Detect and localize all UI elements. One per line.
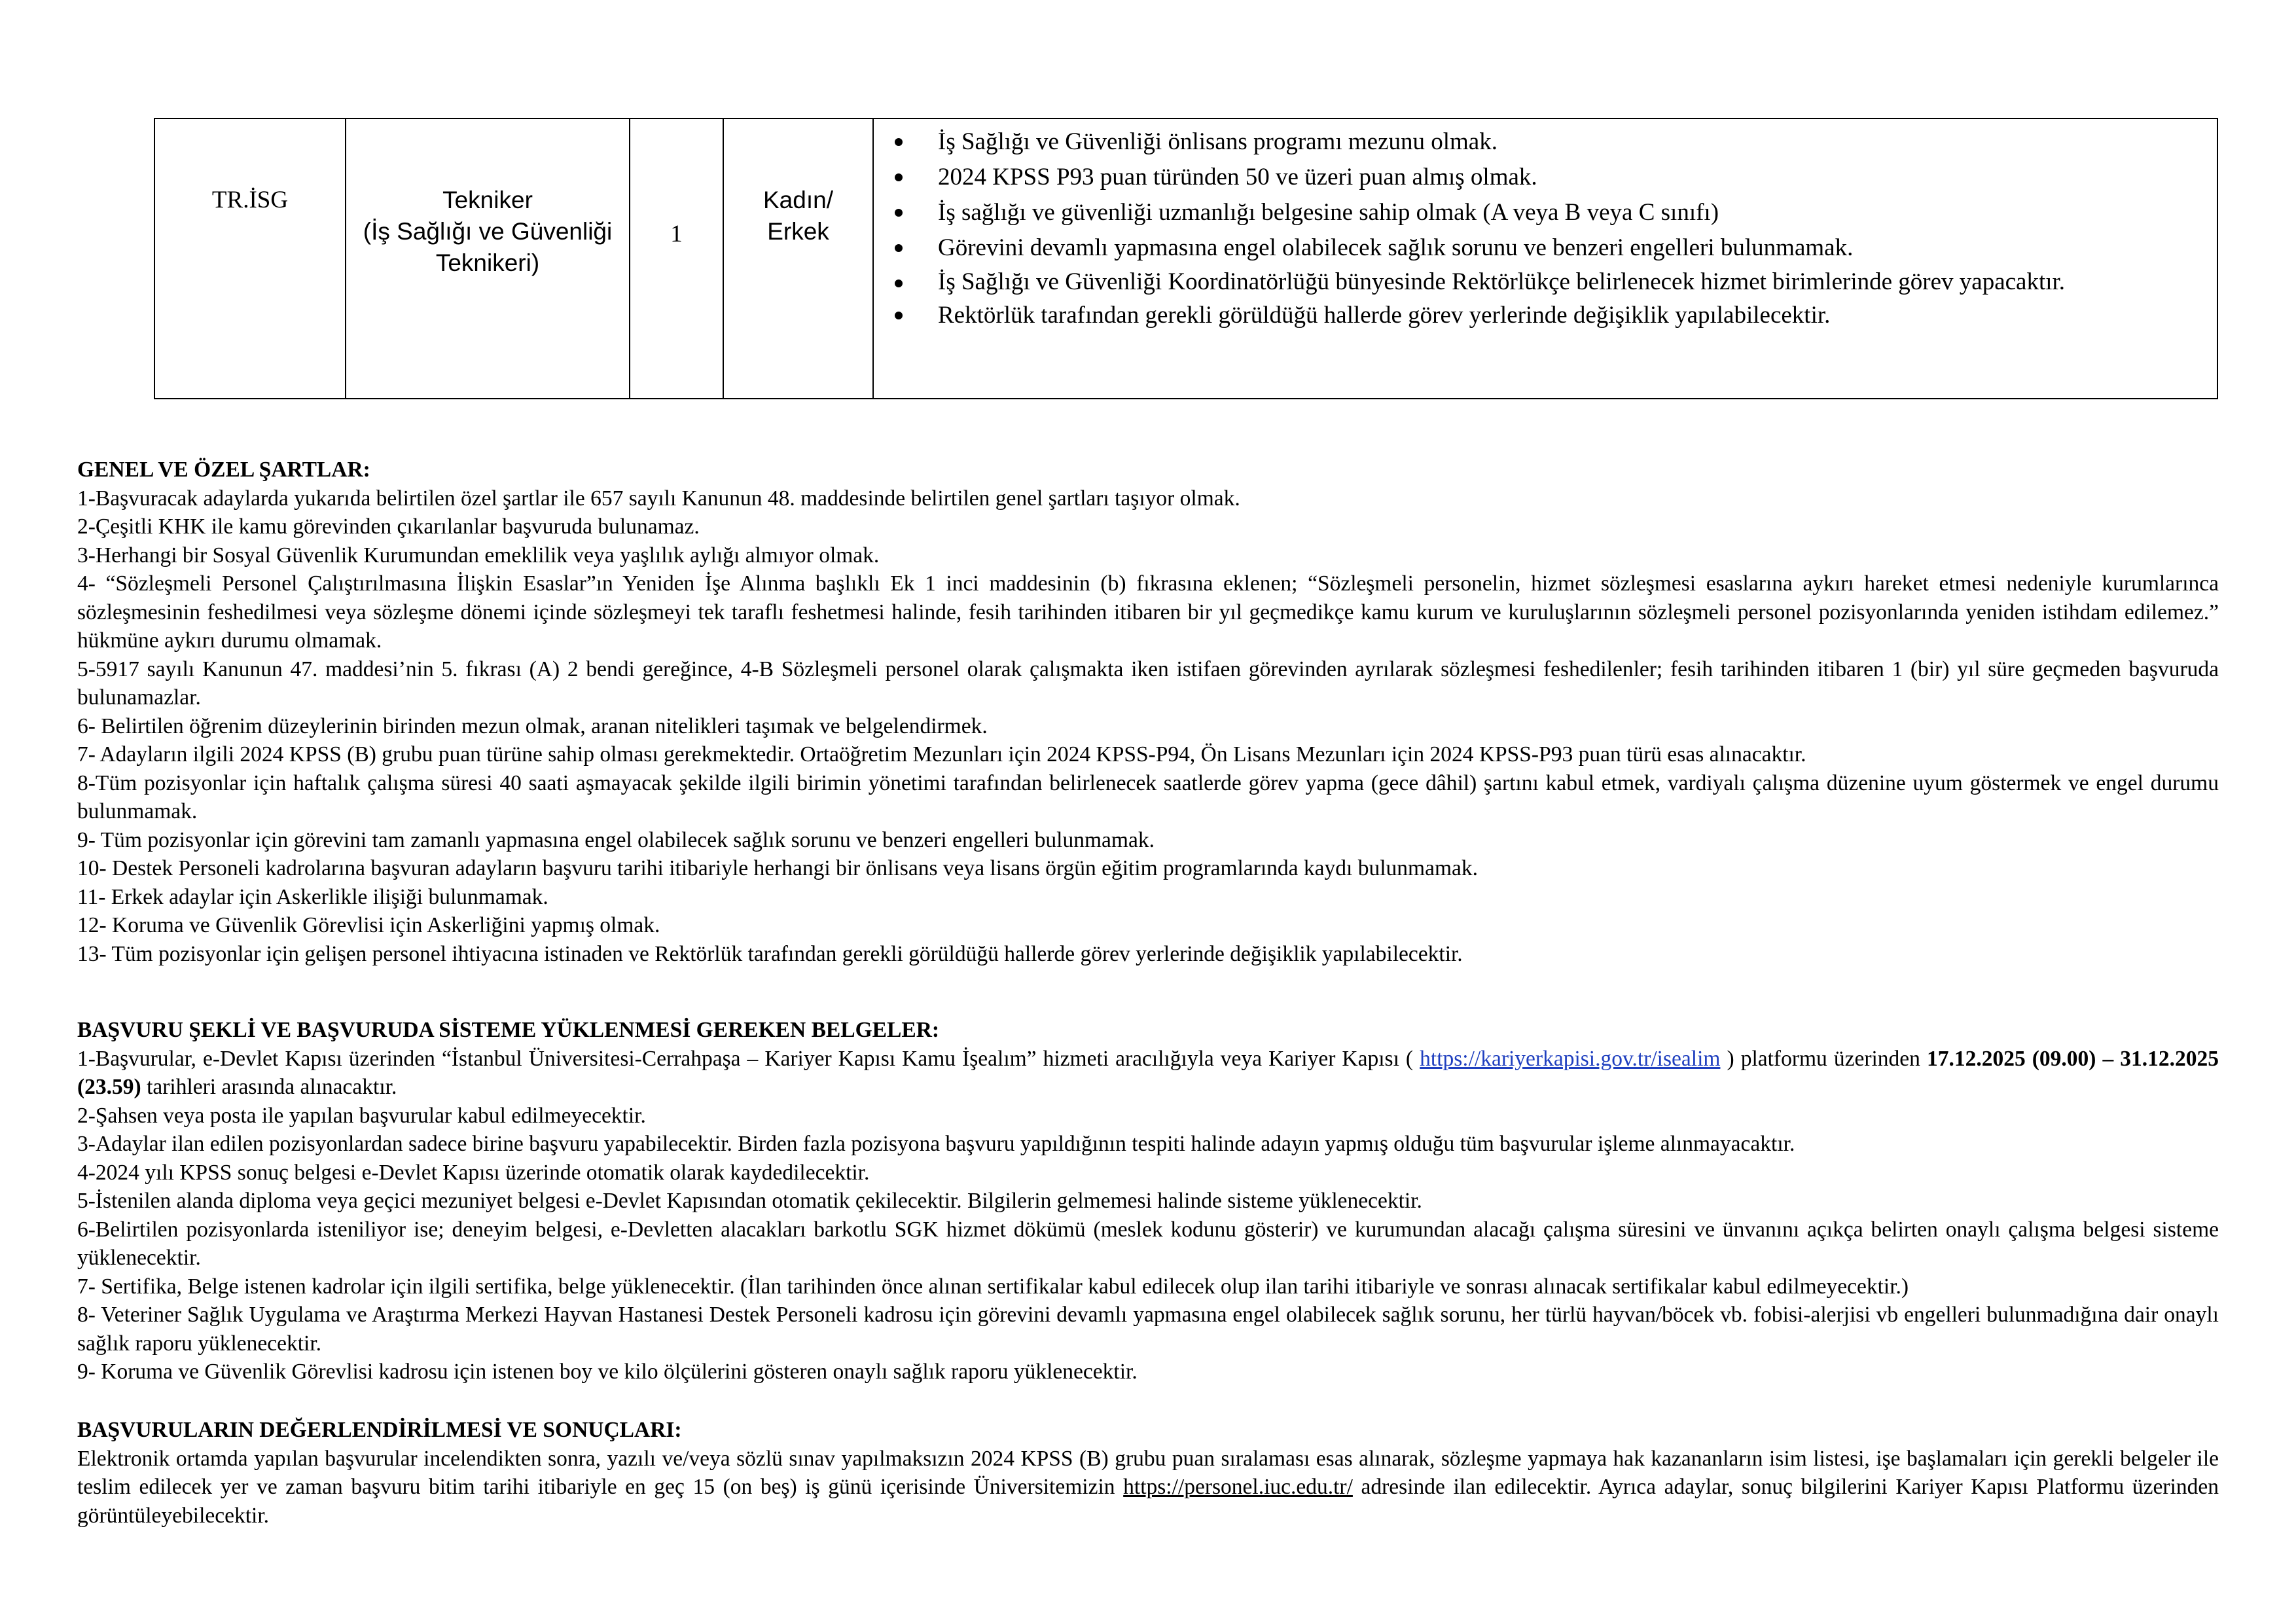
- general-conditions-heading: GENEL VE ÖZEL ŞARTLAR:: [77, 458, 370, 482]
- gender-line: Kadın/: [763, 187, 833, 213]
- condition-item: 2-Çeşitli KHK ile kamu görevinden çıkarılanlar başvuruda bulunamaz.: [77, 514, 700, 539]
- condition-item: 8-Tüm pozisyonlar için haftalık çalışma süresi 40 saati aşmayacak şekilde ilgili birimin yönetimi tarafından belirlenecek saatlerde görev yapma (gece dâhil) şartını kabul etmek, vardiyalı çalışma düzenine uyum göstermek ve engel durumu bulunmamak.: [77, 770, 2219, 823]
- application-item: 9- Koruma ve Güvenlik Görevlisi kadrosu için istenen boy ve kilo ölçülerini gösteren onaylı sağlık raporu yüklenecektir.: [77, 1360, 1138, 1384]
- condition-item: 4- “Sözleşmeli Personel Çalıştırılmasına İlişkin Esaslar”ın Yeniden İşe Alınma başlıklı Ek 1 inci maddesinin (b) fıkrasına eklenen; “Sözleşmeli personelin, hizmet sözleşmesi esaslarına aykırı hareket etmesi nedeniyle kurumlarınca sözleşmesinin feshedilmesi veya sözleşme dönemi içinde sözleşmeyi tek taraflı feshetmesi halinde, fesih tarihinden itibaren bir yıl geçmedikçe kamu kurum ve kuruluşlarının sözleşmeli personel pozisyonlarında yeniden istihdam edilemez.” hükmüne aykırı durumu olmamak.: [77, 571, 2219, 653]
- application-heading: BAŞVURU ŞEKLİ VE BAŞVURUDA SİSTEME YÜKLENMESİ GEREKEN BELGELER:: [77, 1018, 940, 1042]
- condition-item: 3-Herhangi bir Sosyal Güvenlik Kurumundan emeklilik veya yaşlılık aylığı almıyor olmak.: [77, 543, 880, 568]
- requirement-item: İş Sağlığı ve Güvenliği önlisans programı mezunu olmak.: [938, 124, 2204, 160]
- application-item: 8- Veteriner Sağlık Uygulama ve Araştırma Merkezi Hayvan Hastanesi Destek Personeli kadrosu için görevini devamlı yapmasına engel olabilecek sağlık sorunu, her türlü hayvan/böcek vb. fobisi-alerjisi vb engelleri bulunmadığına dair onaylı sağlık raporu yüklenecektir.: [77, 1303, 2219, 1356]
- gender-line: Erkek: [767, 218, 829, 245]
- application-item: 3-Adaylar ilan edilen pozisyonlardan sadece birine başvuru yapabilecektir. Birden fazla pozisyona başvuru yapıldığının tespiti halinde adayın yapmış olduğu tüm başvurular işleme alınmayacaktır.: [77, 1132, 1795, 1156]
- condition-item: 1-Başvuracak adaylarda yukarıda belirtilen özel şartlar ile 657 sayılı Kanunun 48. maddesinde belirtilen genel şartları taşıyor olmak.: [77, 486, 1240, 511]
- position-gender-cell: [723, 118, 873, 399]
- position-code-cell: [154, 118, 346, 399]
- application-item-text: tarihleri arasında alınacaktır.: [141, 1075, 397, 1099]
- application-item: [77, 1045, 2219, 1102]
- condition-item: 6- Belirtilen öğrenim düzeylerinin birinden mezun olmak, aranan nitelikleri taşımak ve belgelendirmek.: [77, 713, 988, 738]
- application-item: 7- Sertifika, Belge istenen kadrolar için ilgili sertifika, belge yüklenecektir. (İlan tarihinden önce alınan sertifikalar kabul edilecek olup ilan tarihi itibariyle ve sonrası alınacak sertifikalar kabul edilmeyecektir.): [77, 1274, 1909, 1299]
- condition-item: 5-5917 sayılı Kanunun 47. maddesi’nin 5. fıkrası (A) 2 bendi gereğince, 4-B Sözleşmeli personel olarak çalışmakta iken istifaen görevinden ayrılarak sözleşmesi feshedilenler; fesih tarihinden itibaren 1 (bir) yıl süre geçmeden başvuruda bulunamazlar.: [77, 657, 2219, 710]
- application-item: 5-İstenilen alanda diploma veya geçici mezuniyet belgesi e-Devlet Kapısından otomatik çekilecektir. Bilgilerin gelmemesi halinde sisteme yüklenecektir.: [77, 1189, 1422, 1213]
- requirement-item: İş Sağlığı ve Güvenliği Koordinatörlüğü bünyesinde Rektörlükçe belirlenecek hizmet birimlerinde görev yapacaktır.: [938, 266, 2204, 298]
- requirement-item: Rektörlük tarafından gerekli görüldüğü hallerde görev yerlerinde değişiklik yapılabilecektir.: [938, 298, 2204, 333]
- condition-item: 7- Adayların ilgili 2024 KPSS (B) grubu puan türüne sahip olması gerekmektedir. Ortaöğretim Mezunları için 2024 KPSS-P94, Ön Lisans Mezunları için 2024 KPSS-P93 puan türü esas alınacaktır.: [77, 742, 1806, 767]
- application-item-text: ) platformu üzerinden: [1720, 1046, 1927, 1071]
- evaluation-text: Elektronik ortamda yapılan başvurular incelendikten sonra, yazılı ve/veya sözlü sınav yapılmaksızın 2024 KPSS (B) grubu puan sıralaması esas alınarak, sözleşme yapmaya hak kazananların isim listesi, işe başlamaları için gerekli belgeler ile teslim edilecek yer ve zaman başvuru bitim tarihi itibariyle en geç 15 (on beş) iş günü içerisinde Üniversitemizin: [77, 1446, 2219, 1499]
- evaluation-section: [77, 1416, 2219, 1530]
- condition-item: 11- Erkek adaylar için Askerlikle ilişiği bulunmamak.: [77, 884, 548, 909]
- general-conditions-section: [77, 456, 2219, 968]
- position-count-cell: [630, 118, 723, 399]
- application-item: 4-2024 yılı KPSS sonuç belgesi e-Devlet Kapısı üzerinde otomatik olarak kaydedilecektir.: [77, 1160, 870, 1185]
- position-title-cell: [346, 118, 630, 399]
- requirements-list: [874, 124, 2204, 333]
- application-item-text: 1-Başvurular, e-Devlet Kapısı üzerinden “İstanbul Üniversitesi-Cerrahpaşa – Kariyer Kapısı Kamu İşealım” hizmeti aracılığıyla veya Kariyer Kapısı (: [77, 1046, 1420, 1071]
- requirement-item: 2024 KPSS P93 puan türünden 50 ve üzeri puan almış olmak.: [938, 160, 2204, 195]
- requirement-item: Görevini devamlı yapmasına engel olabilecek sağlık sorunu ve benzeri engelleri bulunmamak.: [938, 230, 2204, 266]
- application-item: 6-Belirtilen pozisyonlarda isteniliyor ise; deneyim belgesi, e-Devletten alacakları barkotlu SGK hizmet dökümü (meslek kodunu gösterir) ve kurumundan alacağı çalışma süresini ve ünvanını açıkça belirten onaylı çalışma belgesi sisteme yüklenecektir.: [77, 1217, 2219, 1270]
- condition-item: 13- Tüm pozisyonlar için gelişen personel ihtiyacına istinaden ve Rektörlük tarafından gerekli görüldüğü hallerde görev yerlerinde değişiklik yapılabilecektir.: [77, 941, 1463, 966]
- evaluation-text: adresinde ilan edilecektir. Ayrıca adaylar, sonuç bilgilerini Kariyer Kapısı Platformu üzerinden görüntüleyebilecektir.: [77, 1475, 2219, 1528]
- condition-item: 9- Tüm pozisyonlar için görevini tam zamanlı yapmasına engel olabilecek sağlık sorunu ve benzeri engelleri bulunmamak.: [77, 827, 1155, 852]
- position-title-line: Tekniker: [442, 187, 533, 213]
- condition-item: 12- Koruma ve Güvenlik Görevlisi için Askerliğini yapmış olmak.: [77, 913, 660, 937]
- evaluation-paragraph: [77, 1445, 2219, 1530]
- table-row: [154, 118, 2217, 399]
- position-table: [154, 118, 2218, 399]
- evaluation-heading: BAŞVURULARIN DEĞERLENDİRİLMESİ VE SONUÇLARI:: [77, 1418, 682, 1442]
- personel-site-link[interactable]: https://personel.iuc.edu.tr/: [1123, 1475, 1353, 1499]
- requirement-item: İş sağlığı ve güvenliği uzmanlığı belgesine sahip olmak (A veya B veya C sınıfı): [938, 195, 2204, 230]
- kariyer-kapisi-link[interactable]: https://kariyerkapisi.gov.tr/isealim: [1420, 1046, 1721, 1071]
- requirements-cell: [873, 118, 2217, 399]
- position-title-line: Teknikeri): [435, 249, 540, 277]
- application-section: [77, 1016, 2219, 1386]
- position-title-line: (İş Sağlığı ve Güvenliği: [363, 218, 613, 245]
- application-dates: 17.12.2025 (09.00) – 31.12.2025 (23.59): [77, 1046, 2219, 1099]
- position-count: 1: [670, 221, 683, 247]
- application-item: 2-Şahsen veya posta ile yapılan başvurular kabul edilmeyecektir.: [77, 1103, 646, 1128]
- condition-item: 10- Destek Personeli kadrolarına başvuran adayların başvuru tarihi itibariyle herhangi bir önlisans veya lisans örgün eğitim programlarında kaydı bulunmamak.: [77, 856, 1479, 880]
- position-code: TR.İSG: [211, 187, 289, 213]
